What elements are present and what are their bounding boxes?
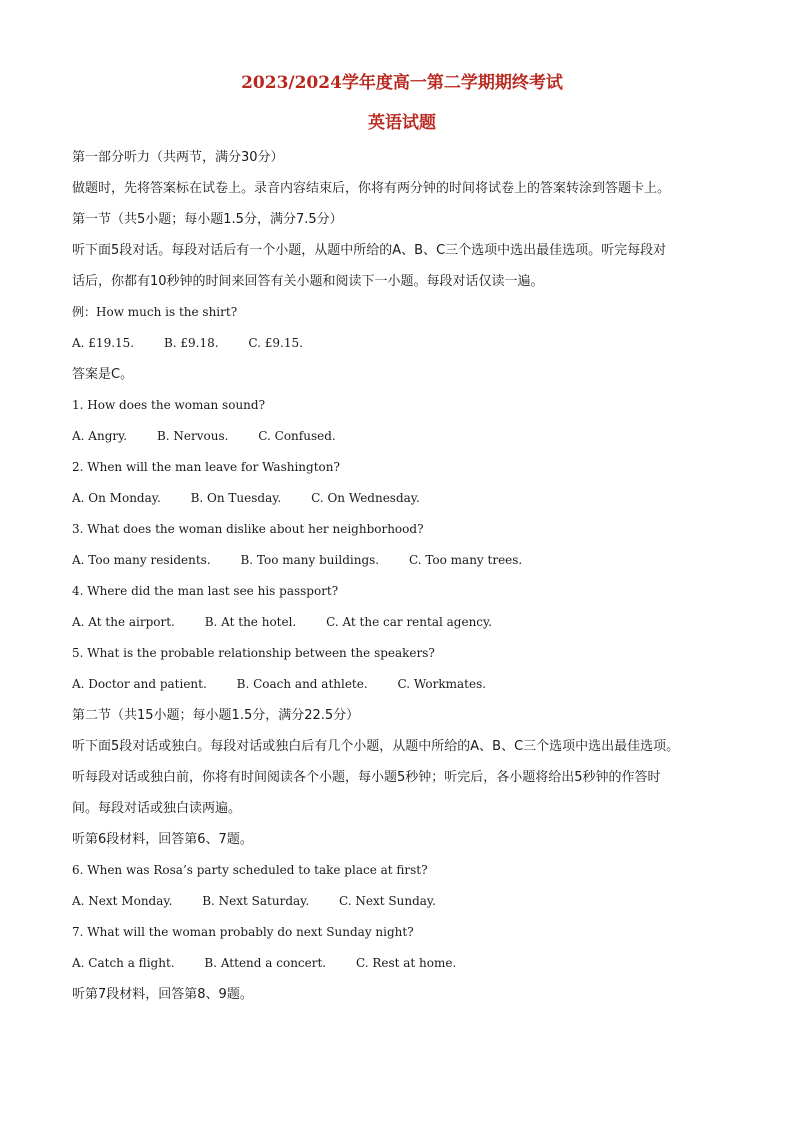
question-7-options: [72, 948, 732, 979]
question-3-options: [72, 545, 732, 576]
option-c: C. Next Sunday.: [339, 894, 436, 908]
option-a: A. On Monday.: [72, 491, 161, 505]
exam-title: 2023/2024学年度高一第二学期期终考试: [241, 73, 563, 93]
option-b: B. Next Saturday.: [202, 894, 310, 908]
example-options: [72, 328, 732, 359]
question-2-options: [72, 483, 732, 514]
option-b: B. Too many buildings.: [240, 553, 380, 567]
option-c: C. Workmates.: [397, 677, 487, 691]
option-a: A. Angry.: [72, 429, 128, 443]
option-a: A. £19.15.: [72, 336, 135, 350]
option-c: C. Confused.: [258, 429, 336, 443]
section1-instruction-line2: 话后，你都有10秒钟的时间来回答有关小题和阅读下一小题。每段对话仅读一遍。: [72, 274, 544, 289]
question-3: 3. What does the woman dislike about her neighborhood?: [72, 522, 424, 536]
section1-heading: 第一节（共5小题；每小题1.5分，满分7.5分）: [72, 212, 343, 227]
example-question: 例：How much is the shirt?: [72, 305, 238, 319]
exam-page: [72, 64, 732, 1010]
option-c: C. On Wednesday.: [311, 491, 420, 505]
option-c: C. Too many trees.: [408, 553, 523, 567]
question-5: 5. What is the probable relationship between the speakers?: [72, 646, 435, 660]
section2-heading: 第二节（共15小题；每小题1.5分，满分22.5分）: [72, 708, 360, 723]
question-2: 2. When will the man leave for Washington?: [72, 460, 340, 474]
question-6-options: [72, 886, 732, 917]
option-b: B. At the hotel.: [204, 615, 297, 629]
question-7: 7. What will the woman probably do next Sunday night?: [72, 925, 414, 939]
material-7-heading: 听第7段材料，回答第8、9题。: [72, 987, 253, 1002]
example-answer: 答案是C。: [72, 367, 134, 382]
part1-instruction: 做题时，先将答案标在试卷上。录音内容结束后，你将有两分钟的时间将试卷上的答案转涂到答题卡上。: [72, 181, 671, 196]
option-b: B. On Tuesday.: [190, 491, 282, 505]
section2-instruction-line3: 间。每段对话或独白读两遍。: [72, 801, 242, 816]
option-a: A. Next Monday.: [72, 894, 173, 908]
question-1: 1. How does the woman sound?: [72, 398, 266, 412]
option-a: A. Catch a flight.: [72, 956, 175, 970]
option-b: B. Coach and athlete.: [236, 677, 368, 691]
option-c: C. At the car rental agency.: [326, 615, 493, 629]
option-b: B. £9.18.: [163, 336, 219, 350]
option-c: C. Rest at home.: [355, 956, 457, 970]
section2-instruction-line2: 听每段对话或独白前，你将有时间阅读各个小题，每小题5秒钟；听完后，各小题将给出5秒钟的作答时: [72, 770, 661, 785]
option-b: B. Attend a concert.: [204, 956, 327, 970]
option-a: A. At the airport.: [72, 615, 175, 629]
question-6: 6. When was Rosa’s party scheduled to take place at first?: [72, 863, 428, 877]
section1-instruction-line1: 听下面5段对话。每段对话后有一个小题，从题中所给的A、B、C三个选项中选出最佳选项。听完每段对: [72, 243, 667, 258]
question-1-options: [72, 421, 732, 452]
section2-instruction-line1: 听下面5段对话或独白。每段对话或独白后有几个小题，从题中所给的A、B、C三个选项中选出最佳选项。: [72, 739, 680, 754]
question-4-options: [72, 607, 732, 638]
question-5-options: [72, 669, 732, 700]
option-c: C. £9.15.: [248, 336, 303, 350]
material-6-heading: 听第6段材料，回答第6、7题。: [72, 832, 253, 847]
question-4: 4. Where did the man last see his passport?: [72, 584, 339, 598]
exam-subtitle: 英语试题: [368, 113, 436, 133]
option-b: B. Nervous.: [156, 429, 229, 443]
option-a: A. Doctor and patient.: [72, 677, 207, 691]
option-a: A. Too many residents.: [72, 553, 211, 567]
part1-heading: 第一部分听力（共两节，满分30分）: [72, 150, 284, 165]
